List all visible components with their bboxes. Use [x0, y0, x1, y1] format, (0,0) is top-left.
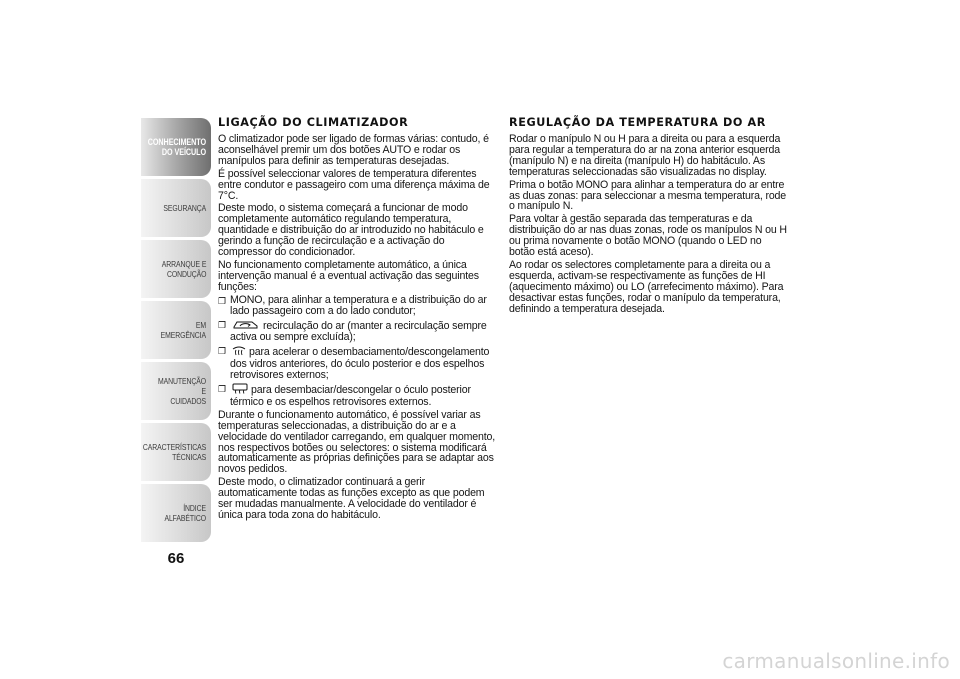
- list-item-rear-defrost: ❐ para desembaciar/descongelar o óculo posterior térmico e os espelhos retrovisores externos.: [218, 383, 471, 408]
- paragraph: Deste modo, o climatizador continuará a gerir automaticamente todas as funções excepto as que podem ser mudadas manualmente. A velocidade do ventilador é única para toda zona do habitáculo.: [218, 476, 485, 521]
- tab-conhecimento-do-veiculo[interactable]: CONHECIMENTO DO VEÍCULO: [141, 118, 211, 176]
- paragraph: Prima o botão MONO para alinhar a temperatura do ar entre as duas zonas: para seleccionar a mesma temperatura, rode o manípulo N.: [509, 178, 787, 213]
- paragraph: No funcionamento completamente automático, a única intervenção manual é a eventual activação das seguintes funções:: [218, 258, 479, 293]
- paragraph: Para voltar à gestão separada das temperaturas e da distribuição do ar nas duas zonas, rode os manípulos N ou H ou prima novamente o botão MONO (quando o LED no botão está aceso).: [509, 213, 787, 259]
- paragraph: É possível seleccionar valores de temperatura diferentes entre condutor e passageiro com uma diferença máxima de 7°C.: [218, 167, 490, 202]
- windscreen-defrost-icon: [232, 345, 246, 359]
- paragraph: Deste modo, o sistema começará a funcionar de modo completamente automático regulando temperatura, quantidade e distribuição do ar introduzido no habitáculo e gerindo a função de recirculação e a activação do compressor do condicionador.: [218, 202, 484, 259]
- car-recirculation-icon: [232, 319, 260, 333]
- list-item-windscreen-defrost: ❐ para acelerar o desembaciamento/descongelamento dos vidros anteriores, do óculo posterior e dos espelhos retrovisores externos;: [218, 346, 490, 382]
- tab-arranque-e-conducao[interactable]: ARRANQUE E CONDUÇÃO: [141, 240, 211, 298]
- checkbox-bullet-icon: ❐: [218, 384, 226, 395]
- tab-caracteristicas-tecnicas[interactable]: CARACTERÍSTICAS TÉCNICAS: [141, 423, 211, 481]
- rear-window-defrost-icon: [232, 383, 248, 397]
- tab-em-emergencia[interactable]: EM EMERGÊNCIA: [141, 301, 211, 359]
- page-number: 66: [167, 550, 185, 567]
- paragraph: Durante o funcionamento automático, é possível variar as temperaturas seleccionadas, a distribuição do ar e a velocidade do ventilador carregando, em qualquer momento, nos respectivos botões ou selectores: o sistema modificará automaticamente as próprias definições para se adaptar aos novos pedidos.: [218, 408, 496, 476]
- chapter-sidebar: [141, 118, 211, 545]
- checkbox-bullet-icon: ❐: [218, 295, 226, 306]
- tab-indice-alfabetico[interactable]: ÍNDICE ALFABÉTICO: [141, 484, 211, 542]
- tab-seguranca[interactable]: SEGURANÇA: [141, 179, 211, 237]
- checkbox-bullet-icon: ❐: [218, 346, 226, 357]
- section-heading-regulacao: REGULAÇÃO DA TEMPERATURA DO AR: [509, 116, 766, 129]
- list-item-mono: ❐ MONO, para alinhar a temperatura e a distribuição do ar lado passageiro com a do lado condutor;: [218, 293, 487, 317]
- right-column: [509, 116, 787, 317]
- section-heading-ligacao: LIGAÇÃO DO CLIMATIZADOR: [218, 116, 409, 129]
- paragraph: Ao rodar os selectores completamente para a direita ou a esquerda, activam-se respectivamente as funções de HI (aquecimento máximo) ou LO (arrefecimento máximo). Para desactivar estas funções, rodar o manípulo da temperatura, definindo a temperatura desejada.: [509, 258, 784, 315]
- checkbox-bullet-icon: ❐: [218, 319, 226, 330]
- paragraph: O climatizador pode ser ligado de formas várias: contudo, é aconselhável premir um dos botões AUTO e rodar os manípulos para definir as temperaturas desejadas.: [218, 133, 489, 167]
- list-item-recirculation: ❐ recirculação do ar (manter a recirculação sempre activa ou sempre excluída);: [218, 319, 487, 344]
- left-column: [218, 116, 496, 523]
- watermark: carmanualsonline.info: [722, 649, 950, 673]
- tab-manutencao-e-cuidados[interactable]: MANUTENÇÃO E CUIDADOS: [141, 362, 211, 420]
- paragraph: Rodar o manípulo N ou H para a direita ou para a esquerda para regular a temperatura do ar na zona anterior esquerda (manípulo N) e na direita (manípulo H) do habitáculo. As temperaturas seleccionadas são visualizadas no display.: [509, 133, 781, 178]
